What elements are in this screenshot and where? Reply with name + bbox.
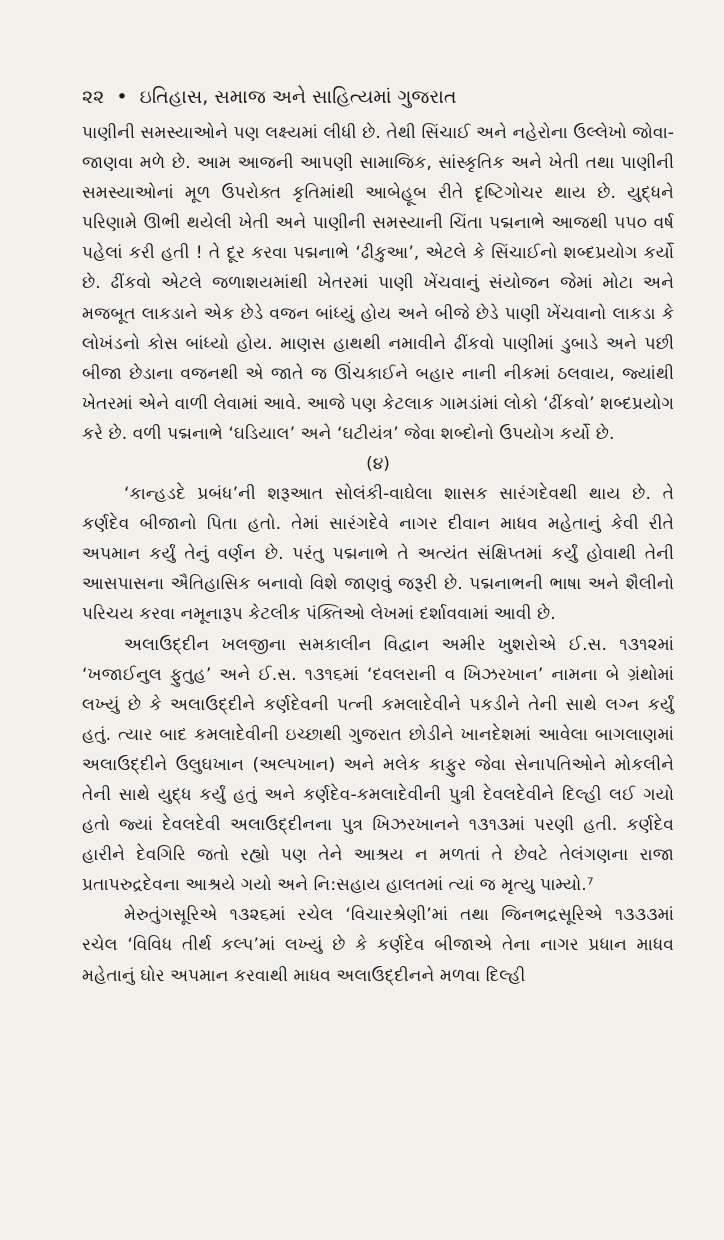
page-number: ૨૨: [82, 86, 105, 108]
paragraph-1: પાણીની સમસ્યાઓને પણ લક્ષ્યમાં લીધી છે. તેથી સિંચાઈ અને નહેરોના ઉલ્લેખો જોવા-જાણવા મળે છે. આમ આજની આપણી સામાજિક, સાંસ્કૃતિક અને ખેતી તથા પાણીની સમસ્યાઓનાં મૂળ ઉપરોક્ત કૃતિમાંથી આબેહૂબ રીતે દૃષ્ટિગોચર થાય છે. યુદ્ધને પરિણામે ઊભી થયેલી ખેતી અને પાણીની સમસ્યાની ચિંતા પદ્મનાભે આજથી ૫૫૦ વર્ષ પહેલાં કરી હતી ! તે દૂર કરવા પદ્મનાભે ‘ઢીકુઆ’, એટલે કે સિંચાઈનો શબ્દપ્રયોગ કર્યો છે. ઢીંકવો એટલે જળાશયમાંથી ખેતરમાં પાણી ખેંચવાનું સંયોજન જેમાં મોટા અને મજબૂત લાકડાને એક છેડે વજન બાંધ્યું હોય અને બીજે છેડે પાણી ખેંચવાનો લાકડા કે લોખંડનો કોસ બાંધ્યો હોય. માણસ હાથથી નમાવીને ઢીંકવો પાણીમાં ડુબાડે અને પછી બીજા છેડાના વજનથી એ જાતે જ ઊંચકાઈને બહાર નાની નીકમાં ઠલવાય, જ્યાંથી ખેતરમાં એને વાળી લેવામાં આવે. આજે પણ કેટલાક ગામડાંમાં લોકો ‘ઢીંકવો’ શબ્દપ્રયોગ કરે છે. વળી પદ્મનાભે ‘ઘડિયાલ’ અને ‘ઘટીયંત્ર’ જેવા શબ્દોનો ઉપયોગ કર્યો છે.: [82, 123, 674, 444]
running-title: ઇતિહાસ, સમાજ અને સાહિત્યમાં ગુજરાત: [139, 86, 457, 108]
header-bullet: •: [116, 86, 128, 108]
paragraph-2: ‘કાન્હડદે પ્રબંધ’ની શરૂઆત સોલંકી-વાઘેલા શાસક સારંગદેવથી થાય છે. તે કર્ણદેવ બીજાનો પિતા હતો. તેમાં સારંગદેવે નાગર દીવાન માધવ મહેતાનું કેવી રીતે અપમાન કર્યું તેનું વર્ણન છે. પરંતુ પદ્મનાભે તે અત્યંત સંક્ષિપ્તમાં કર્યું હોવાથી તેની આસપાસના ઐતિહાસિક બનાવો વિશે જાણવું જરૂરી છે. પદ્મનાભની ભાષા અને શૈલીનો પરિચય કરવા નમૂનારૂપ કેટલીક પંક્તિઓ લેખમાં દર્શાવવામાં આવી છે.: [82, 484, 674, 625]
page-header: [82, 84, 674, 110]
paragraph-3: અલાઉદ્દીન ખલજીના સમકાલીન વિદ્વાન અમીર ખુશરોએ ઈ.સ. ૧૩૧૨માં ‘ખજાઈનુલ ફુતુહ’ અને ઈ.સ. ૧૩૧૬માં ‘દવલરાની વ ખિઝરખાન’ નામના બે ગ્રંથોમાં લખ્યું છે કે અલાઉદ્દીને કર્ણદેવની પત્ની કમલાદેવીને પકડીને તેની સાથે લગ્ન કર્યું હતું. ત્યાર બાદ કમલાદેવીની ઇચ્છાથી ગુજરાત છોડીને ખાનદેશમાં આવેલા બાગલાણમાં અલાઉદ્દીને ઉલુઘખાન (અલ્પખાન) અને મલેક કાફુર જેવા સેનાપતિઓને મોકલીને તેની સાથે યુદ્ધ કર્યું હતું અને કર્ણદેવ-કમલાદેવીની પુત્રી દેવલદેવીને દિલ્હી લઈ ગયો હતો જ્યાં દેવલદેવી અલાઉદ્દીનના પુત્ર ખિઝરખાનને ૧૩૧૩માં પરણી હતી. કર્ણદેવ હારીને દેવગિરિ જતો રહ્યો પણ તેને આશ્રય ન મળતાં તે છેવટે તેલંગણના રાજા પ્રતાપરુદ્રદેવના આશ્રયે ગયો અને નિ:સહાય હાલતમાં ત્યાં જ મૃત્યુ પામ્યો.⁷: [82, 634, 674, 896]
section-number: (૪): [366, 454, 390, 475]
paragraph-4: મેરુતુંગસૂરિએ ૧૩૨૬માં રચેલ ‘વિચારશ્રેણી’માં તથા જિનભદ્રસૂરિએ ૧૩૩૩માં રચેલ ‘વિવિધ તીર્થ કલ્પ’માં લખ્યું છે કે કર્ણદેવ બીજાએ તેના નાગર પ્રધાન માધવ મહેતાનું ઘોર અપમાન કરવાથી માધવ અલાઉદ્દીનને મળવા દિલ્હી: [82, 905, 674, 986]
